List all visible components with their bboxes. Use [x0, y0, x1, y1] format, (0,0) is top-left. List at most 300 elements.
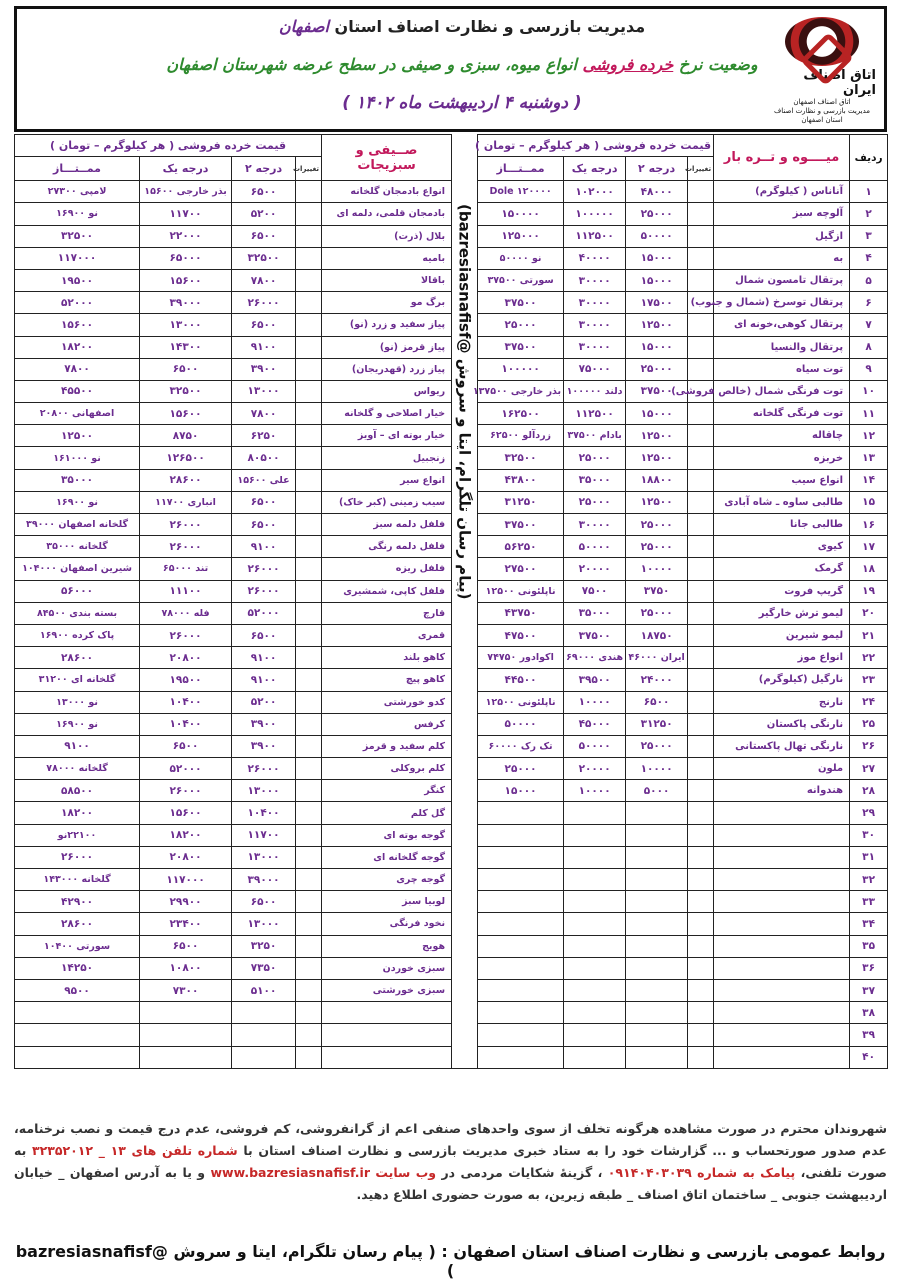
fruit-changes-cell: [688, 735, 714, 757]
fruit-premium-cell: تک رک ۶۰۰۰۰: [478, 735, 564, 757]
veg-changes-cell: [296, 669, 322, 691]
fruit-changes-cell: [688, 647, 714, 669]
veg-grade2-cell: ۶۵۰۰: [232, 225, 296, 247]
veg-name-cell: پیاز قرمز (نو): [322, 336, 452, 358]
veg-premium-cell: نو ۱۶۱۰۰۰: [15, 447, 140, 469]
fruit-premium-cell: ۲۵۰۰۰: [478, 758, 564, 780]
fruit-changes-cell: [688, 758, 714, 780]
veg-premium-cell: ۹۵۰۰: [15, 979, 140, 1001]
veg-name-cell: نخود فرنگی: [322, 913, 452, 935]
guild-logo: [768, 17, 876, 125]
veg-changes-cell: [296, 891, 322, 913]
fruit-grade2-cell: ۱۵۰۰۰: [626, 269, 688, 291]
fruit-grade2-cell: ۱۲۵۰۰: [626, 314, 688, 336]
row-number-cell: ۲۸: [850, 780, 888, 802]
fruit-changes-cell: [688, 1024, 714, 1046]
fruit-grade1-cell: بادام ۳۷۵۰۰: [564, 425, 626, 447]
veg-changes-cell: [296, 802, 322, 824]
fruit-changes-header: تغییرات: [688, 157, 714, 181]
veg-grade2-cell: ۳۲۵۰۰: [232, 247, 296, 269]
veg-changes-cell: [296, 691, 322, 713]
veg-changes-cell: [296, 314, 322, 336]
fruit-grade1-cell: هندی ۶۹۰۰۰: [564, 647, 626, 669]
veg-grade1-cell: ۱۴۳۰۰: [140, 336, 232, 358]
row-number-cell: ۱۲: [850, 425, 888, 447]
table-row: [15, 380, 888, 402]
row-number-cell: ۱۰: [850, 380, 888, 402]
veg-grade1-cell: ۶۵۰۰: [140, 735, 232, 757]
fruit-changes-cell: [688, 358, 714, 380]
header-org: مدیریت بازرسی و نظارت اصناف استان: [334, 17, 646, 36]
row-number-cell: ۶: [850, 292, 888, 314]
fruit-premium-cell: [478, 824, 564, 846]
veg-grade1-cell: ۲۰۸۰۰: [140, 846, 232, 868]
veg-premium-cell: [15, 1024, 140, 1046]
veg-name-cell: قمری: [322, 624, 452, 646]
row-number-cell: ۳۹: [850, 1024, 888, 1046]
veg-name-cell: کرفس: [322, 713, 452, 735]
veg-name-cell: کنگر: [322, 780, 452, 802]
row-number-cell: ۱: [850, 181, 888, 203]
fruit-premium-cell: [478, 846, 564, 868]
veg-grade2-cell: ۱۳۰۰۰: [232, 380, 296, 402]
veg-grade2-cell: ۶۲۵۰: [232, 425, 296, 447]
fruit-premium-cell: نو ۵۰۰۰۰: [478, 247, 564, 269]
table-row: [15, 758, 888, 780]
fruit-grade1-cell: ۳۰۰۰۰: [564, 314, 626, 336]
veg-grade2-cell: ۲۶۰۰۰: [232, 758, 296, 780]
row-number-cell: ۴۰: [850, 1046, 888, 1068]
veg-name-cell: زنجبیل: [322, 447, 452, 469]
row-number-cell: ۲۷: [850, 758, 888, 780]
row-number-cell: ۲۹: [850, 802, 888, 824]
fruit-changes-cell: [688, 824, 714, 846]
veg-grade2-cell: [232, 1046, 296, 1068]
veg-name-cell: فلفل ریزه: [322, 558, 452, 580]
veg-grade2-cell: ۶۵۰۰: [232, 514, 296, 536]
veg-premium-cell: بسته بندی ۸۴۵۰۰: [15, 602, 140, 624]
veg-changes-cell: [296, 1002, 322, 1024]
row-number-cell: ۱۷: [850, 536, 888, 558]
veg-grade1-cell: ۵۲۰۰۰: [140, 758, 232, 780]
veg-grade2-cell: ۸۰۵۰۰: [232, 447, 296, 469]
fruit-grade2-header: درجه ۲: [626, 157, 688, 181]
veg-premium-cell: نو ۱۶۹۰۰: [15, 203, 140, 225]
veg-premium-cell: ۵۶۰۰۰: [15, 580, 140, 602]
table-row: [15, 735, 888, 757]
table-row: [15, 935, 888, 957]
veg-changes-cell: [296, 913, 322, 935]
veg-grade2-cell: ۶۵۰۰: [232, 491, 296, 513]
fruit-name-cell: [714, 935, 850, 957]
fruit-changes-cell: [688, 425, 714, 447]
fruit-premium-cell: [478, 869, 564, 891]
side-note-cell: [452, 181, 478, 1069]
fruit-grade2-cell: ۲۵۰۰۰: [626, 358, 688, 380]
header-box: [14, 6, 887, 132]
veg-grade2-cell: [232, 1002, 296, 1024]
fruit-grade1-cell: ۳۰۰۰۰: [564, 514, 626, 536]
fruit-changes-cell: [688, 447, 714, 469]
fruit-changes-cell: [688, 669, 714, 691]
price-table: [14, 134, 888, 1069]
fruit-changes-cell: [688, 314, 714, 336]
veg-grade1-cell: ۶۵۰۰۰: [140, 247, 232, 269]
veg-grade2-cell: ۱۱۷۰۰: [232, 824, 296, 846]
row-number-cell: ۱۶: [850, 514, 888, 536]
footer-text-4: و یا به آدرس اصفهان _ خیابان اردیبهشت جنوبی _ ساختمان اتاق اصناف _ طبقه زیرین، به صورت حضوری اطلاع دهید.: [14, 1165, 887, 1202]
veg-changes-cell: [296, 203, 322, 225]
fruit-price-header: قیمت خرده فروشی ( هر کیلوگرم – تومان ): [478, 135, 714, 157]
veg-grade2-cell: ۵۲۰۰: [232, 203, 296, 225]
footer-text-3: ، گزینهٔ شکایات مردمی در: [441, 1165, 603, 1180]
veg-name-cell: گوجه بوته ای: [322, 824, 452, 846]
fruit-grade1-cell: ۴۰۰۰۰: [564, 247, 626, 269]
fruit-grade1-cell: ۵۰۰۰۰: [564, 735, 626, 757]
fruit-grade1-cell: ۷۵۰۰: [564, 580, 626, 602]
veg-premium-cell: ۵۸۵۰۰: [15, 780, 140, 802]
row-number-cell: ۲۵: [850, 713, 888, 735]
veg-changes-cell: [296, 735, 322, 757]
table-row: [15, 580, 888, 602]
fruit-premium-cell: ۴۳۸۰۰: [478, 469, 564, 491]
fruit-name-cell: [714, 979, 850, 1001]
fruit-grade1-cell: [564, 802, 626, 824]
fruit-grade2-cell: [626, 957, 688, 979]
veg-name-cell: پیاز زرد (قهدریجان): [322, 358, 452, 380]
fruit-grade1-header: درجه یک: [564, 157, 626, 181]
fruit-premium-cell: ۳۱۲۵۰: [478, 491, 564, 513]
veg-name-cell: فلفل دلمه سبز: [322, 514, 452, 536]
fruit-name-cell: [714, 913, 850, 935]
veg-grade2-cell: ۲۶۰۰۰: [232, 558, 296, 580]
fruit-premium-cell: [478, 957, 564, 979]
fruit-name-cell: پرتقال توسرخ (شمال و جنوب): [714, 292, 850, 314]
veg-premium-header: ممــتـــاز: [15, 157, 140, 181]
row-number-cell: ۲۰: [850, 602, 888, 624]
table-row: [15, 869, 888, 891]
fruit-grade1-cell: ۳۹۵۰۰: [564, 669, 626, 691]
table-row: [15, 979, 888, 1001]
fruit-grade1-cell: ۱۰۰۰۰: [564, 780, 626, 802]
veg-grade1-cell: ۳۲۵۰۰: [140, 380, 232, 402]
veg-grade1-cell: [140, 1046, 232, 1068]
fruit-name-cell: گرمک: [714, 558, 850, 580]
veg-grade1-cell: ۱۵۶۰۰: [140, 802, 232, 824]
footer-website[interactable]: وب سایت www.bazresiasnafisf.ir: [210, 1165, 437, 1180]
veg-title-1: صــیفی و: [355, 142, 418, 158]
veg-changes-cell: [296, 869, 322, 891]
table-row: [15, 846, 888, 868]
fruit-grade1-cell: ۱۰۰۰۰۰: [564, 203, 626, 225]
row-number-cell: ۷: [850, 314, 888, 336]
fruit-name-cell: آناناس ( کیلوگرم): [714, 181, 850, 203]
fruit-grade1-cell: [564, 869, 626, 891]
veg-grade2-cell: ۳۹۰۰: [232, 713, 296, 735]
veg-changes-cell: [296, 935, 322, 957]
fruit-changes-cell: [688, 491, 714, 513]
table-row: [15, 403, 888, 425]
veg-name-cell: گوجه چری: [322, 869, 452, 891]
table-row: [15, 1024, 888, 1046]
fruit-grade1-cell: ۲۰۰۰۰: [564, 758, 626, 780]
row-number-cell: ۱۳: [850, 447, 888, 469]
table-row: [15, 1002, 888, 1024]
fruit-changes-cell: [688, 957, 714, 979]
fruit-changes-cell: [688, 935, 714, 957]
veg-grade2-cell: ۹۱۰۰: [232, 647, 296, 669]
veg-grade1-cell: ۲۳۴۰۰: [140, 913, 232, 935]
row-number-cell: ۳۶: [850, 957, 888, 979]
row-number-cell: ۳۱: [850, 846, 888, 868]
fruit-premium-cell: ۴۳۷۵۰: [478, 602, 564, 624]
fruit-grade1-cell: ۷۵۰۰۰: [564, 358, 626, 380]
veg-grade1-cell: ۱۰۴۰۰: [140, 713, 232, 735]
fruit-grade2-cell: ۳۱۲۵۰: [626, 713, 688, 735]
fruit-grade1-cell: [564, 846, 626, 868]
fruit-grade1-cell: [564, 891, 626, 913]
fruit-changes-cell: [688, 979, 714, 1001]
fruit-name-cell: آلوچه سبز: [714, 203, 850, 225]
row-number-cell: ۲۶: [850, 735, 888, 757]
veg-name-cell: [322, 1024, 452, 1046]
veg-grade2-cell: علی ۱۵۶۰۰: [232, 469, 296, 491]
veg-changes-cell: [296, 514, 322, 536]
col-fruit-header: میــــوه و تــره بار: [714, 135, 850, 181]
fruit-changes-cell: [688, 247, 714, 269]
table-row: [15, 1046, 888, 1068]
veg-premium-cell: ۷۸۰۰: [15, 358, 140, 380]
veg-changes-cell: [296, 336, 322, 358]
fruit-premium-cell: ۱۵۰۰۰: [478, 780, 564, 802]
logo-subtitle-2: مدیریت بازرسی و نظارت اصناف: [773, 107, 871, 115]
row-number-cell: ۲: [850, 203, 888, 225]
veg-grade2-cell: ۱۳۰۰۰: [232, 913, 296, 935]
fruit-grade2-cell: [626, 935, 688, 957]
veg-changes-cell: [296, 425, 322, 447]
table-row: [15, 824, 888, 846]
veg-premium-cell: ۲۶۰۰۰: [15, 846, 140, 868]
fruit-changes-cell: [688, 225, 714, 247]
table-row: [15, 203, 888, 225]
fruit-name-cell: [714, 1002, 850, 1024]
veg-grade2-cell: ۳۹۰۰: [232, 735, 296, 757]
veg-name-cell: [322, 1002, 452, 1024]
veg-changes-cell: [296, 491, 322, 513]
veg-premium-cell: ۱۸۲۰۰: [15, 336, 140, 358]
fruit-changes-cell: [688, 403, 714, 425]
row-number-cell: ۳: [850, 225, 888, 247]
row-number-cell: ۹: [850, 358, 888, 380]
veg-changes-cell: [296, 558, 322, 580]
veg-changes-cell: [296, 1046, 322, 1068]
veg-grade2-cell: ۲۶۰۰۰: [232, 580, 296, 602]
row-number-cell: ۳۷: [850, 979, 888, 1001]
veg-changes-cell: [296, 624, 322, 646]
veg-grade1-cell: ۲۹۹۰۰: [140, 891, 232, 913]
veg-grade1-cell: ۲۲۰۰۰: [140, 225, 232, 247]
veg-name-cell: گل کلم: [322, 802, 452, 824]
veg-name-cell: خیار بوته ای – آویز: [322, 425, 452, 447]
veg-grade1-cell: ۶۵۰۰: [140, 935, 232, 957]
row-number-cell: ۴: [850, 247, 888, 269]
fruit-name-cell: نارگیل (کیلوگرم): [714, 669, 850, 691]
fruit-changes-cell: [688, 336, 714, 358]
fruit-grade2-cell: ۲۵۰۰۰: [626, 735, 688, 757]
fruit-name-cell: ملون: [714, 758, 850, 780]
fruit-grade2-cell: ۵۰۰۰: [626, 780, 688, 802]
fruit-changes-cell: [688, 602, 714, 624]
table-row: [15, 225, 888, 247]
fruit-grade2-cell: [626, 869, 688, 891]
veg-grade1-cell: ۲۶۰۰۰: [140, 780, 232, 802]
table-row: [15, 669, 888, 691]
veg-grade1-cell: ۲۰۸۰۰: [140, 647, 232, 669]
footer-text-1: شهروندان محترم در صورت مشاهده هرگونه تخلف از سوی واحدهای صنفی اعم از گرانفروشی، کم فروشی، عدم درج قیمت و نصب نرخنامه، عدم صدور صورتحساب و ... گزارشات خود را به ستاد خبری مدیریت بازرسی و نظارت اصناف استان با: [14, 1121, 887, 1158]
fruit-changes-cell: [688, 1002, 714, 1024]
veg-grade2-cell: ۵۱۰۰: [232, 979, 296, 1001]
fruit-name-cell: پرتقال تامسون شمال: [714, 269, 850, 291]
footer-phone: شماره تلفن های ۱۳ _ ۳۲۳۵۲۰۱۲: [31, 1143, 238, 1158]
fruit-premium-cell: ۵۶۲۵۰: [478, 536, 564, 558]
fruit-premium-cell: سورتی ۳۷۵۰۰: [478, 269, 564, 291]
veg-premium-cell: ۵۲۰۰۰: [15, 292, 140, 314]
veg-grade2-cell: ۶۵۰۰: [232, 314, 296, 336]
veg-changes-cell: [296, 602, 322, 624]
veg-grade1-cell: ۳۹۰۰۰: [140, 292, 232, 314]
fruit-grade1-cell: ۱۱۲۵۰۰: [564, 403, 626, 425]
fruit-name-cell: [714, 802, 850, 824]
fruit-premium-cell: [478, 935, 564, 957]
fruit-grade1-cell: ۵۰۰۰۰: [564, 536, 626, 558]
fruit-premium-cell: [478, 891, 564, 913]
veg-premium-cell: ۱۸۲۰۰: [15, 802, 140, 824]
veg-name-cell: کاهو بلند: [322, 647, 452, 669]
fruit-premium-cell: ۳۷۵۰۰: [478, 514, 564, 536]
fruit-grade1-cell: ۲۵۰۰۰: [564, 447, 626, 469]
table-row: [15, 491, 888, 513]
row-number-cell: ۲۲: [850, 647, 888, 669]
header-line-1: [147, 17, 777, 36]
header-line-2: [147, 55, 777, 74]
header-date: ( دوشنبه ۴ اردیبهشت ماه ۱۴۰۲ ): [342, 93, 582, 113]
fruit-premium-cell: بذر خارجی ۱۳۷۵۰۰: [478, 380, 564, 402]
veg-grade2-cell: ۷۸۰۰: [232, 403, 296, 425]
footer-text-2: به صورت تلفنی،: [14, 1143, 887, 1180]
header-org-city: اصفهان: [278, 17, 329, 36]
fruit-name-cell: به: [714, 247, 850, 269]
fruit-changes-cell: [688, 913, 714, 935]
fruit-name-cell: [714, 957, 850, 979]
fruit-grade1-cell: ۳۷۵۰۰: [564, 624, 626, 646]
row-number-cell: ۲۴: [850, 691, 888, 713]
fruit-grade2-cell: [626, 913, 688, 935]
fruit-grade2-cell: ۱۷۵۰۰: [626, 292, 688, 314]
footer-sms: پیامک به شماره ۰۹۱۴۰۴۰۳۰۳۹: [607, 1165, 796, 1180]
fruit-name-cell: نارنگی پاکستان: [714, 713, 850, 735]
veg-grade2-cell: ۳۹۰۰۰: [232, 869, 296, 891]
table-row: [15, 713, 888, 735]
fruit-changes-cell: [688, 691, 714, 713]
fruit-grade1-cell: [564, 824, 626, 846]
fruit-premium-cell: ۲۷۵۰۰: [478, 558, 564, 580]
veg-premium-cell: ۱۱۷۰۰۰: [15, 247, 140, 269]
fruit-grade2-cell: [626, 891, 688, 913]
veg-name-cell: گوجه گلخانه ای: [322, 846, 452, 868]
veg-premium-cell: شیرین اصفهان ۱۰۴۰۰۰: [15, 558, 140, 580]
row-number-cell: ۳۳: [850, 891, 888, 913]
fruit-changes-cell: [688, 713, 714, 735]
veg-premium-cell: نو ۱۶۹۰۰: [15, 491, 140, 513]
veg-changes-cell: [296, 292, 322, 314]
fruit-premium-cell: [478, 802, 564, 824]
price-table-body: [15, 181, 888, 1069]
fruit-changes-cell: [688, 269, 714, 291]
veg-grade1-cell: ۱۸۲۰۰: [140, 824, 232, 846]
fruit-grade2-cell: [626, 846, 688, 868]
veg-name-cell: [322, 1046, 452, 1068]
fruit-grade2-cell: ۱۸۷۵۰: [626, 624, 688, 646]
footer-notice: [14, 1118, 887, 1206]
fruit-premium-cell: ۴۴۵۰۰: [478, 669, 564, 691]
fruit-grade1-cell: ۴۵۰۰۰: [564, 713, 626, 735]
table-row: [15, 314, 888, 336]
fruit-premium-cell: ۱۲۵۰۰۰: [478, 225, 564, 247]
fruit-grade1-cell: ۲۰۰۰۰: [564, 558, 626, 580]
fruit-grade1-cell: دلند ۱۰۰۰۰۰: [564, 380, 626, 402]
table-row: [15, 247, 888, 269]
fruit-name-cell: [714, 1046, 850, 1068]
veg-changes-cell: [296, 824, 322, 846]
fruit-premium-cell: اکوادور ۷۴۷۵۰: [478, 647, 564, 669]
veg-grade1-cell: ۷۳۰۰: [140, 979, 232, 1001]
veg-grade2-cell: ۳۹۰۰: [232, 358, 296, 380]
veg-name-cell: انواع بادمجان گلخانه: [322, 181, 452, 203]
table-row: [15, 691, 888, 713]
veg-premium-cell: ۴۲۹۰۰: [15, 891, 140, 913]
fruit-grade2-cell: ۱۲۵۰۰: [626, 491, 688, 513]
veg-premium-cell: ۱۵۶۰۰: [15, 314, 140, 336]
fruit-grade2-cell: ۲۵۰۰۰: [626, 203, 688, 225]
row-number-cell: ۳۲: [850, 869, 888, 891]
fruit-name-cell: توت فرنگی شمال (خالص فروشی): [714, 380, 850, 402]
veg-grade1-cell: ۱۱۱۰۰: [140, 580, 232, 602]
veg-price-header: قیمت خرده فروشی ( هر کیلوگرم – تومان ): [15, 135, 322, 157]
veg-premium-cell: سورتی ۱۰۴۰۰: [15, 935, 140, 957]
col-row-header: ردیف: [850, 135, 888, 181]
fruit-grade2-cell: ۱۵۰۰۰: [626, 403, 688, 425]
veg-premium-cell: اصفهانی ۲۰۸۰۰: [15, 403, 140, 425]
table-row: [15, 647, 888, 669]
fruit-grade2-cell: ایران ۴۶۰۰۰: [626, 647, 688, 669]
fruit-grade2-cell: [626, 1046, 688, 1068]
veg-changes-cell: [296, 358, 322, 380]
veg-grade1-cell: [140, 1024, 232, 1046]
row-number-cell: ۱۸: [850, 558, 888, 580]
veg-grade1-cell: ۲۶۰۰۰: [140, 514, 232, 536]
veg-grade1-cell: ۸۷۵۰: [140, 425, 232, 447]
veg-grade2-cell: ۱۳۰۰۰: [232, 780, 296, 802]
fruit-premium-cell: ۱۶۲۵۰۰: [478, 403, 564, 425]
table-row: [15, 269, 888, 291]
veg-title-2: سبزیجات: [357, 157, 416, 173]
fruit-changes-cell: [688, 624, 714, 646]
veg-changes-cell: [296, 247, 322, 269]
fruit-grade2-cell: ۵۰۰۰۰: [626, 225, 688, 247]
fruit-grade1-cell: [564, 957, 626, 979]
veg-changes-cell: [296, 380, 322, 402]
table-row: [15, 802, 888, 824]
